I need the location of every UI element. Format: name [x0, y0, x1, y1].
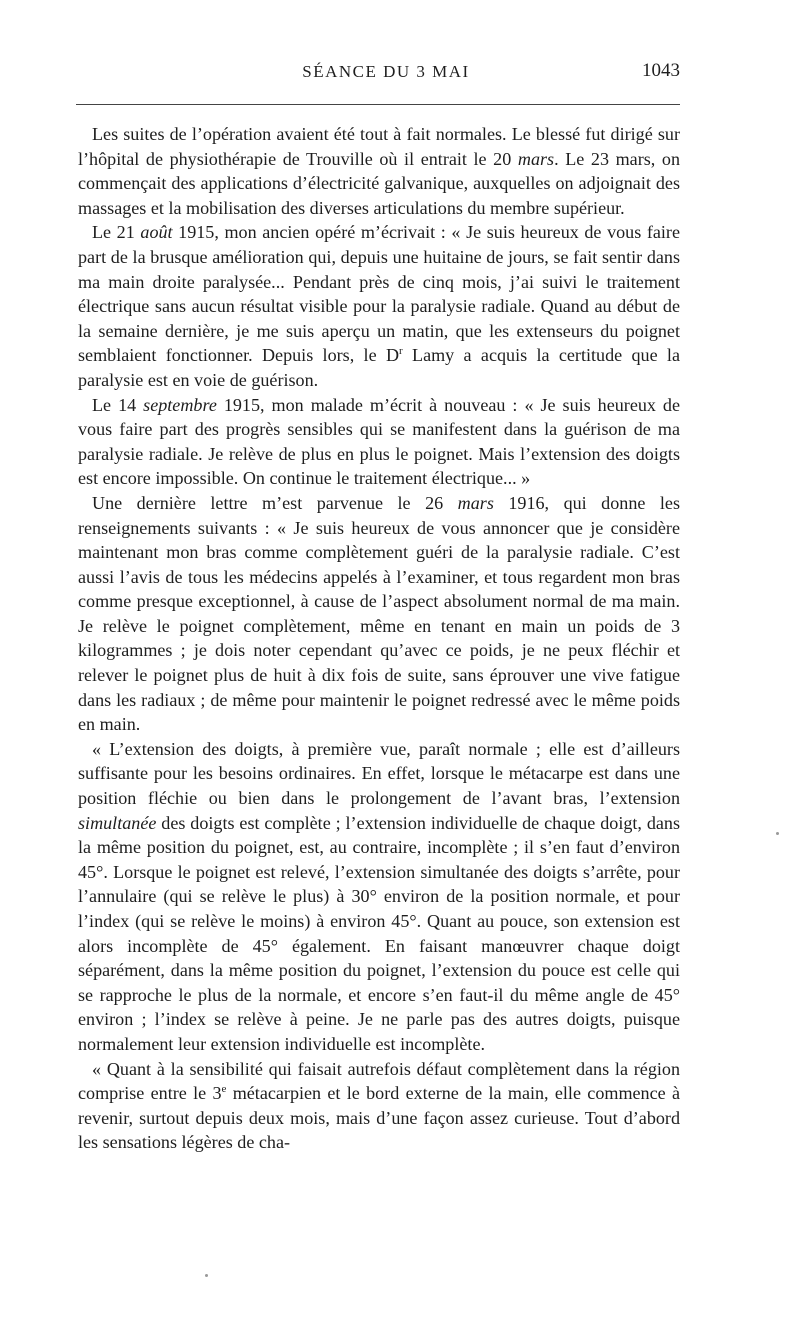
- page-number: 1043: [642, 60, 680, 81]
- text-run: 1916, qui donne les renseignements suivants : « Je suis heureux de vous annoncer que je considère maintenant mon bras comme complètement guéri de la paralysie radiale. C’est aussi l’avis de tous les médecins appelés à l’examiner, et tous regardent mon bras comme presque exceptionnel, à cause de l’aspect absolument normal de ma main. Je relève le poignet complètement, même en tenant en main un poids de 3 kilogrammes ; je dois noter cependant qu’avec ce poids, je ne peux fléchir et relever le poignet plus de huit à dix fois de suite, sans éprouver une vive fatigue dans les radiaux ; de même pour maintenir le poignet redressé avec le même poids en main.: [78, 492, 680, 735]
- text-run: Une dernière lettre m’est parvenue le 26: [92, 492, 458, 513]
- margin-speck: [776, 832, 779, 835]
- italic-text: mars: [457, 492, 494, 513]
- italic-text: août: [140, 222, 173, 243]
- text-run: Le 21: [92, 222, 141, 243]
- paragraph-6: [78, 1057, 680, 1155]
- header-rule: [76, 104, 680, 105]
- text-run: 1915, mon malade m’écrit à nouveau : « Je suis heureux de vous faire part des progrès sensibles qui se manifestent dans la guérison de ma paralysie radiale. Je relève de plus en plus le poignet. Mais l’extension des doigts est encore impossible. On continue le traitement électrique... »: [78, 394, 680, 489]
- text-run: . Le 23 mars, on commençait des applications d’électricité galvanique, auxquelles on adjoignait des massages et la mobilisation des diverses articulations du membre supérieur.: [78, 148, 680, 218]
- running-title: SÉANCE DU 3 MAI: [302, 62, 470, 81]
- text-run: Le 14: [92, 394, 144, 415]
- italic-text: septembre: [143, 394, 217, 415]
- superscript-text: r: [399, 345, 403, 358]
- text-run: « Quant à la sensibilité qui faisait autrefois défaut complètement dans la région comprise entre le 3: [78, 1058, 680, 1104]
- paragraph-4: [78, 491, 680, 737]
- paragraph-3: [78, 393, 680, 491]
- text-run: 1915, mon ancien opéré m’écrivait : « Je suis heureux de vous faire part de la brusque amélioration qui, depuis une huitaine de jours, se fait sentir dans ma main droite paralysée... Pendant près de cinq mois, j’ai suivi le traitement électrique sans aucun résultat visible pour la paralysie radiale. Quand au début de la semaine dernière, je me suis aperçu un matin, que les extenseurs du poignet semblaient fonctionner. Depuis lors, le D: [78, 222, 680, 366]
- paragraph-5: [78, 737, 680, 1057]
- superscript-text: e: [221, 1083, 227, 1096]
- paragraph-1: [78, 122, 680, 220]
- italic-text: mars: [517, 148, 555, 169]
- italic-text: simultanée: [78, 812, 157, 833]
- page-header: [92, 62, 680, 92]
- bottom-speck: [205, 1274, 208, 1277]
- paragraph-2: [78, 220, 680, 392]
- text-run: Lamy a acquis la certitude que la paralysie est en voie de guérison.: [78, 345, 680, 390]
- text-run: des doigts est complète ; l’extension individuelle de chaque doigt, dans la même position du poignet, est, au contraire, incomplète ; il s’en faut d’environ 45°. Lorsque le poignet est relevé, l’extension simultanée des doigts s’arrête, pour l’annulaire (qui se relève le plus) à 30° environ de la position normale, et pour l’index (qui se relève le moins) à environ 45°. Quant au pouce, son extension est alors incomplète de 45° également. En faisant manœuvrer chaque doigt séparément, dans la même position du poignet, l’extension du pouce est celle qui se rapproche le plus de la normale, et encore s’en faut-il du même angle de 45° environ ; l’index se relève à peine. Je ne parle pas des autres doigts, puisque normalement leur extension individuelle est incomplète.: [78, 812, 680, 1054]
- body-text: [78, 122, 680, 1155]
- text-run: Les suites de l’opération avaient été tout à fait normales. Le blessé fut dirigé sur l’hôpital de physiothérapie de Trouville où il entrait le 20: [78, 124, 680, 169]
- text-run: « L’extension des doigts, à première vue, paraît normale ; elle est d’ailleurs suffisante pour les besoins ordinaires. En effet, lorsque le métacarpe est dans une position fléchie ou bien dans le prolongement de l’avant bras, l’extension: [78, 738, 680, 809]
- text-run: métacarpien et le bord externe de la main, elle commence à revenir, surtout depuis deux mois, mais d’une façon assez curieuse. Tout d’abord les sensations légères de cha-: [78, 1083, 680, 1153]
